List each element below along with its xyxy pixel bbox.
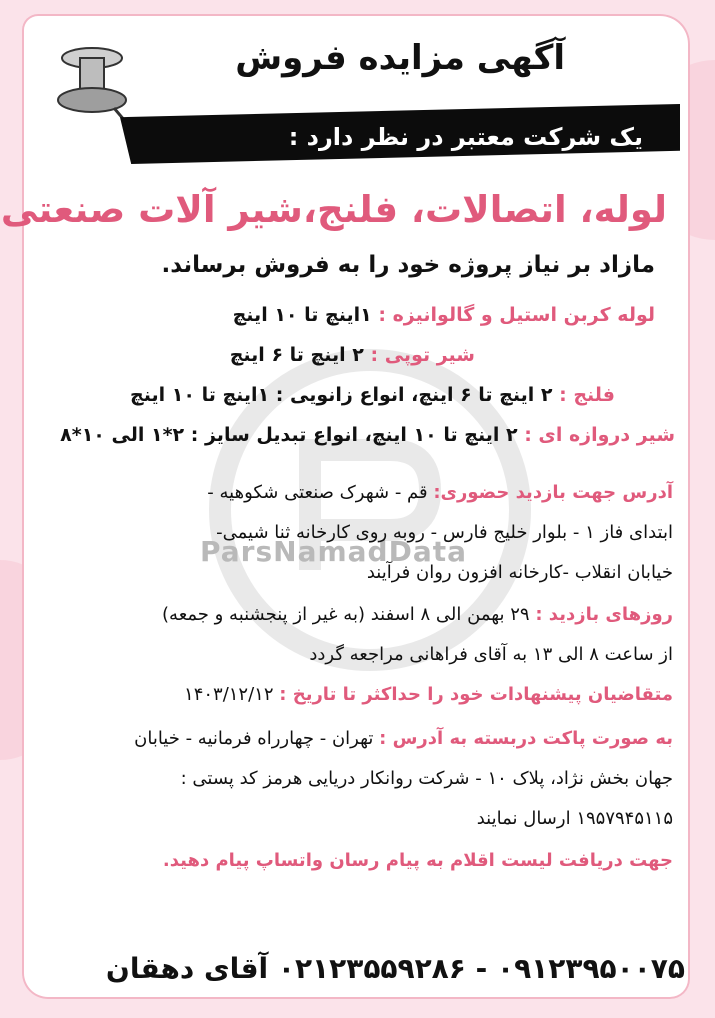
contact-phones: ۰۹۱۲۳۹۵۰۰۷۵ - ۰۲۱۲۳۵۵۹۲۸۶ آقای دهقان — [105, 952, 685, 985]
submit-address-line: جهان بخش نژاد، پلاک ۱۰ - شرکت روانکار دریایی هرمز کد پستی : — [180, 768, 673, 789]
item-label: فلنج : — [559, 384, 615, 406]
item-value: ۱اینچ تا ۱۰ اینچ — [232, 304, 379, 326]
deadline-label: متقاضیان پیشنهادات خود را حداکثر تا تاریخ : — [279, 684, 673, 705]
visit-days-line: از ساعت ۸ الی ۱۳ به آقای فراهانی مراجعه گردد — [309, 644, 673, 665]
ad-title: آگهی مزایده فروش — [235, 38, 565, 78]
item-label: لوله کربن استیل و گالوانیزه : — [378, 304, 655, 326]
submit-address-line: ۱۹۵۷۹۴۵۱۱۵ ارسال نمایند — [476, 808, 673, 829]
visit-address-text: قم - شهرک صنعتی شکوهیه - — [207, 482, 434, 503]
visit-address-line: خیابان انقلاب -کارخانه افزون روان فرآیند — [366, 562, 673, 583]
deadline-line — [184, 684, 673, 705]
submit-address-label: به صورت پاکت دربسته به آدرس : — [379, 728, 673, 749]
item-label: شیر دروازه ای : — [524, 424, 675, 446]
ad-headline: لوله، اتصالات، فلنج،شیر آلات صنعتی — [0, 188, 667, 231]
visit-address-line — [207, 482, 673, 503]
submit-address-line — [134, 728, 673, 749]
submit-address-text: تهران - چهارراه فرمانیه - خیابان — [134, 728, 380, 749]
watermark-text: ParsNamadData — [200, 535, 467, 568]
deadline-date: ۱۴۰۳/۱۲/۱۲ — [184, 684, 280, 705]
visit-address-label: آدرس جهت بازدید حضوری: — [433, 482, 673, 503]
item-value: ۲ اینچ تا ۶ اینچ — [229, 344, 371, 366]
visit-days-line — [162, 604, 673, 625]
item-row — [60, 424, 675, 446]
visit-days-text: ۲۹ بهمن الی ۸ اسفند (به غیر از پنجشنبه و جمعه) — [162, 604, 536, 625]
visit-address-line: ابتدای فاز ۱ - بلوار خلیج فارس - روبه روی کارخانه ثنا شیمی- — [216, 522, 673, 543]
ad-intro: مازاد بر نیاز پروژه خود را به فروش برساند. — [161, 252, 655, 278]
item-value: ۲ اینچ تا ۱۰ اینچ، انواع تبدیل سایز : ۲*۱ الی ۱۰*۸ — [60, 424, 525, 446]
ad-subtitle: یک شرکت معتبر در نظر دارد : — [288, 123, 643, 151]
item-row — [230, 344, 475, 366]
item-value: ۲ اینچ تا ۶ اینچ، انواع زانویی : ۱اینچ تا ۱۰ اینچ — [130, 384, 560, 406]
item-row — [233, 304, 655, 326]
whatsapp-note: جهت دریافت لیست اقلام به پیام رسان واتساپ پیام دهید. — [162, 850, 673, 871]
item-row — [130, 384, 615, 406]
item-label: شیر توپی : — [370, 344, 475, 366]
visit-days-label: روزهای بازدید : — [535, 604, 673, 625]
